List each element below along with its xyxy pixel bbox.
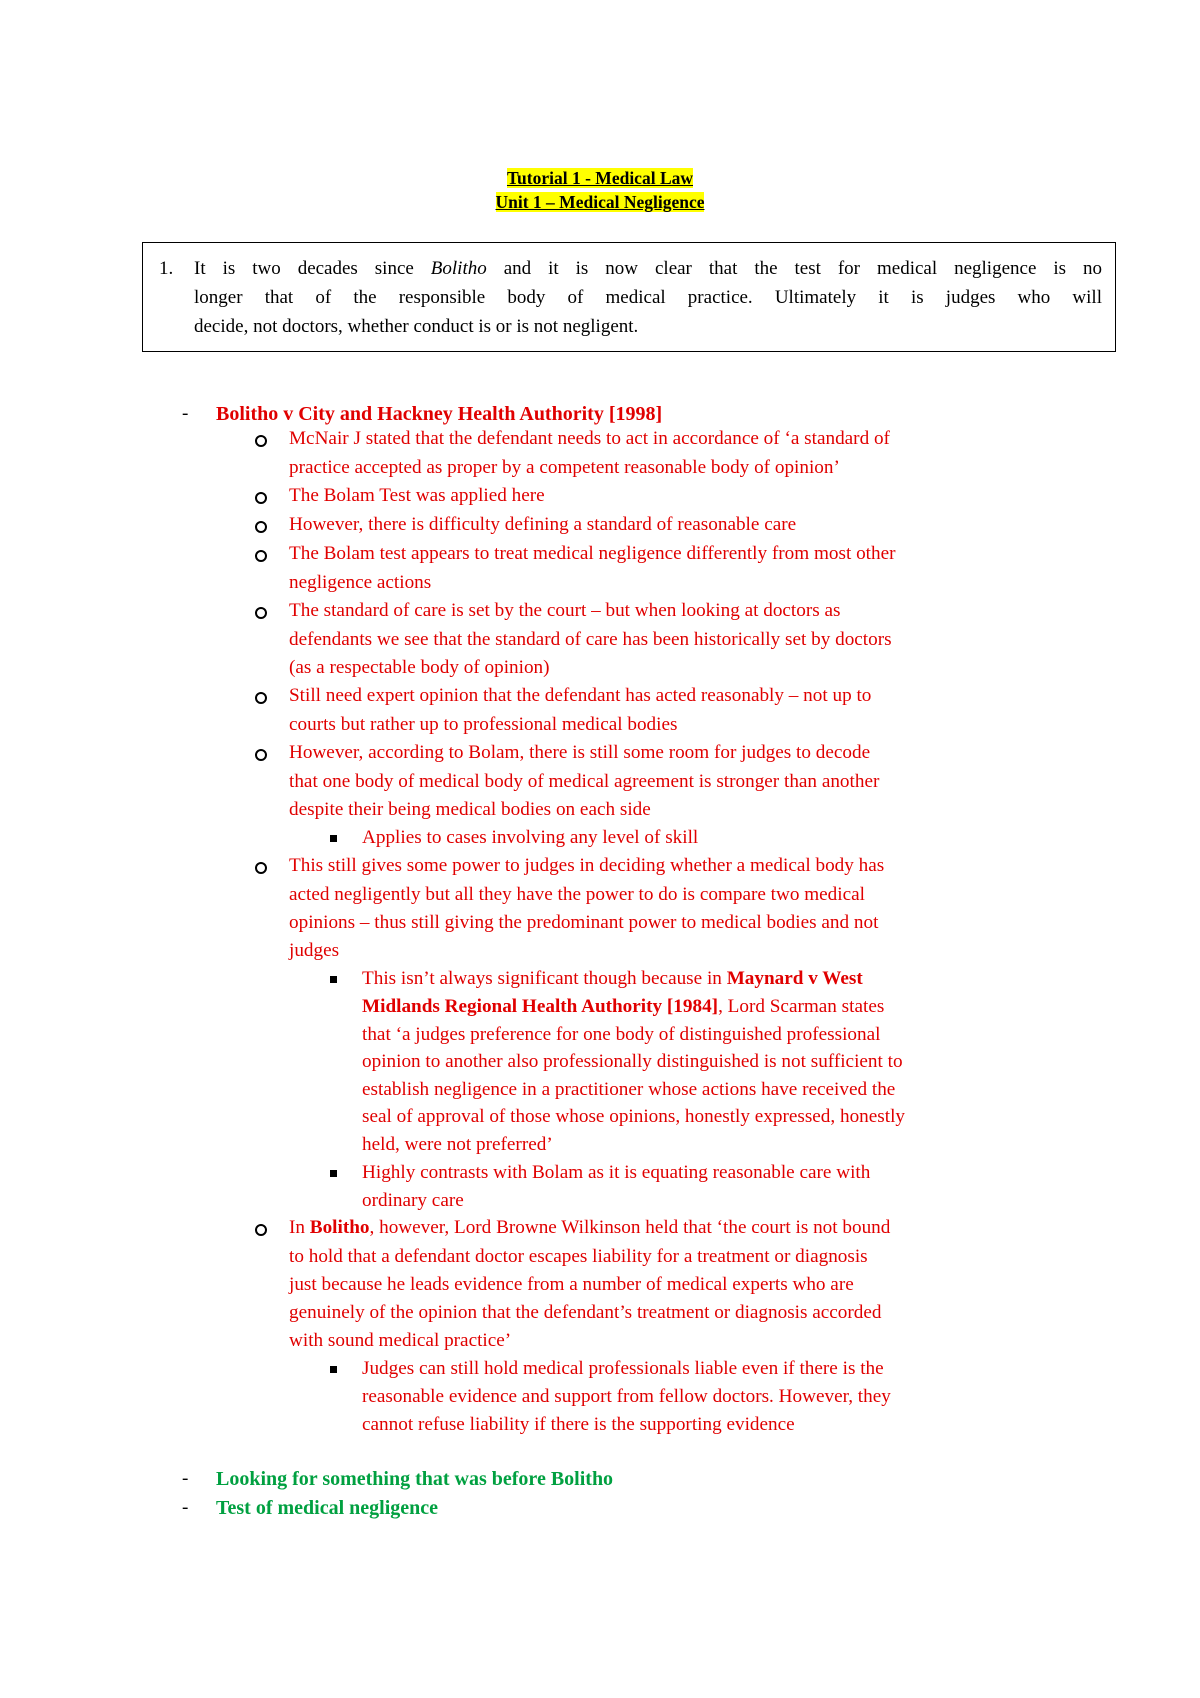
question-line-1: It is two decades since Bolitho and it is now clear that the test for medical negligence is no [194,258,1102,279]
note-line: to hold that a defendant doctor escapes liability for a treatment or diagnosis [289,1246,868,1267]
note-line: This isn’t always significant though because in Maynard v West [362,968,863,989]
note-line: that ‘a judges preference for one body of distinguished professional [362,1024,881,1045]
dash-bullet: - [182,403,189,424]
circle-bullet-icon [255,692,267,704]
question-line-2: longer that of the responsible body of medical practice. Ultimately it is judges who will [194,287,1102,308]
circle-bullet-icon [255,521,267,533]
note-line: The standard of care is set by the court – but when looking at doctors as [289,600,841,621]
circle-bullet-icon [255,862,267,874]
circle-bullet-icon [255,492,267,504]
note-line: The Bolam test appears to treat medical negligence differently from most other [289,543,896,564]
square-bullet-icon [330,976,337,983]
note-line: In Bolitho, however, Lord Browne Wilkinson held that ‘the court is not bound [289,1217,891,1238]
note-line: cannot refuse liability if there is the supporting evidence [362,1414,795,1435]
question-line-3: decide, not doctors, whether conduct is or is not negligent. [194,316,639,337]
note-line: despite their being medical bodies on each side [289,799,651,820]
dash-bullet: - [182,1468,189,1489]
note-line: reasonable evidence and support from fellow doctors. However, they [362,1386,891,1407]
circle-bullet-icon [255,435,267,447]
circle-bullet-icon [255,607,267,619]
note-line: establish negligence in a practitioner whose actions have received the [362,1079,896,1100]
note-line: just because he leads evidence from a number of medical experts who are [289,1274,854,1295]
note-line: opinion to another also professionally distinguished is not sufficient to [362,1051,903,1072]
question-number: 1. [159,258,174,279]
note-line: Applies to cases involving any level of skill [362,827,699,848]
note-line: Judges can still hold medical professionals liable even if there is the [362,1358,884,1379]
dash-bullet: - [182,1497,189,1518]
note-line: seal of approval of those whose opinions, honestly expressed, honestly [362,1106,906,1127]
note-line: acted negligently but all they have the power to do is compare two medical [289,884,865,905]
followup-line: Test of medical negligence [216,1497,439,1519]
note-line: with sound medical practice’ [289,1330,512,1351]
note-line: practice accepted as proper by a competent reasonable body of opinion’ [289,457,840,478]
note-line: that one body of medical body of medical agreement is stronger than another [289,771,880,792]
note-line: Highly contrasts with Bolam as it is equating reasonable care with [362,1162,871,1183]
question-text [194,254,1102,341]
square-bullet-icon [330,835,337,842]
note-line: This still gives some power to judges in deciding whether a medical body has [289,855,885,876]
note-line: judges [289,940,340,961]
square-bullet-icon [330,1366,337,1373]
circle-bullet-icon [255,749,267,761]
note-line: However, according to Bolam, there is still some room for judges to decode [289,742,871,763]
circle-bullet-icon [255,550,267,562]
note-line: defendants we see that the standard of care has been historically set by doctors [289,629,892,650]
case-heading: Bolitho v City and Hackney Health Authority [1998] [216,403,663,425]
note-line: negligence actions [289,572,432,593]
circle-bullet-icon [255,1224,267,1236]
note-line: McNair J stated that the defendant needs to act in accordance of ‘a standard of [289,428,890,449]
followup-line: Looking for something that was before Bolitho [216,1468,614,1490]
note-line: (as a respectable body of opinion) [289,657,550,678]
unit-title: Unit 1 – Medical Negligence [495,192,705,212]
note-line: opinions – thus still giving the predominant power to medical bodies and not [289,912,879,933]
tutorial-title: Tutorial 1 - Medical Law [506,168,693,188]
note-line: Still need expert opinion that the defendant has acted reasonably – not up to [289,685,872,706]
note-line: ordinary care [362,1190,464,1211]
note-line: However, there is difficulty defining a standard of reasonable care [289,514,797,535]
note-line: courts but rather up to professional medical bodies [289,714,678,735]
note-line: genuinely of the opinion that the defendant’s treatment or diagnosis accorded [289,1302,882,1323]
square-bullet-icon [330,1170,337,1177]
note-line: The Bolam Test was applied here [289,485,545,506]
note-line: Midlands Regional Health Authority [1984], Lord Scarman states [362,996,885,1017]
question-box [142,242,1116,352]
note-line: held, were not preferred’ [362,1134,553,1155]
